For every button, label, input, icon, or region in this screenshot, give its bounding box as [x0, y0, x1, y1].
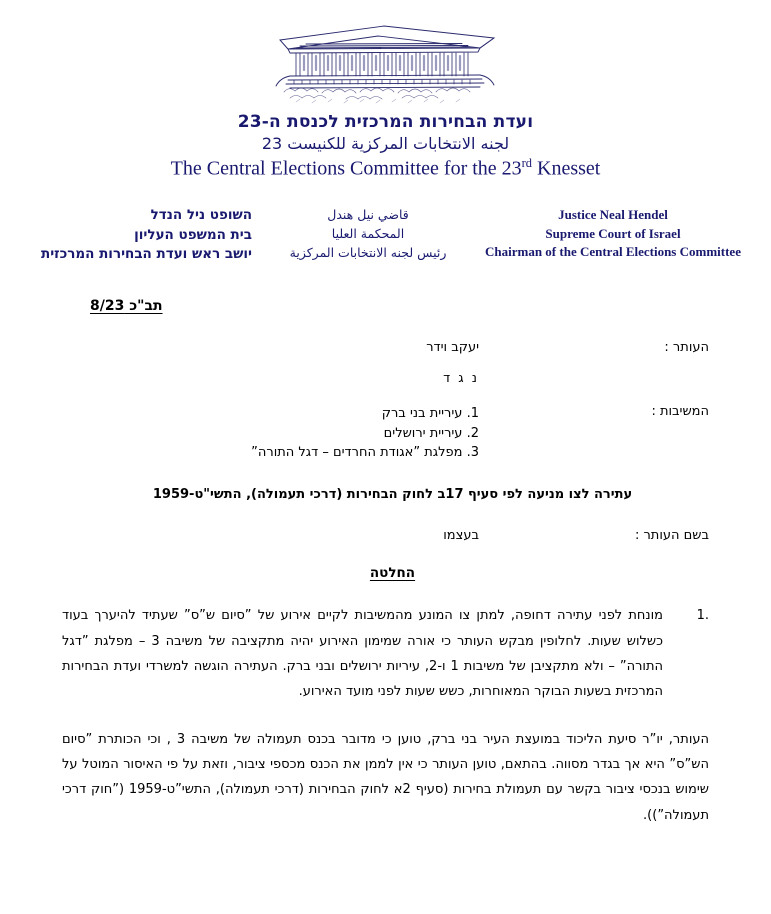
name-hebrew-line3: יושב ראש ועדת הבחירות המרכזית [40, 245, 252, 262]
name-arabic-line1: قاضي نيل هندل [327, 207, 409, 223]
document-body [0, 264, 771, 828]
respondents-label: המשיבות : [651, 403, 709, 419]
decision-paragraph-2 [62, 727, 709, 828]
name-column-hebrew [24, 206, 252, 263]
petition-subject: עתירה לצו מניעה לפי סעיף 17ב לחוק הבחירות (דרכי תעמולה), התשי"ט-1959 [152, 487, 633, 503]
decision-heading [62, 565, 709, 581]
counsel-row [62, 528, 709, 543]
letterhead-title-english [0, 156, 771, 182]
knesset-building-emblem [266, 18, 506, 106]
name-column-english [484, 206, 742, 261]
case-number: תב"כ 8/23 [90, 297, 163, 314]
name-english-line2: Supreme Court of Israel [545, 225, 681, 241]
name-english-line3: Chairman of the Central Elections Committee [485, 244, 741, 260]
official-name-block [0, 206, 771, 263]
petitioner-row [62, 340, 709, 355]
letterhead-title-english-post: Knesset [532, 157, 601, 180]
letterhead [0, 0, 771, 182]
petitioner-label: העותר : [664, 339, 709, 355]
petitioner-name: יעקב וידר [426, 339, 479, 355]
parties-block [62, 340, 709, 463]
counsel-block [62, 528, 709, 543]
decision-paragraph-1 [62, 603, 709, 704]
paragraph-text-2: העותר, יו”ר סיעת הליכוד במועצת העיר בני ברק, טוען כי מדובר בכנס תעמולה של משיבה 3 , וכי הכותרת ”סיום הש”ס” היא אך בגדר מסווה. בהתאם, טוען העותר כי אין לממן את הכנס מכספי ציבור, וזאת על פי האיסור המוטל על שימוש בנכסי ציבור בקשר עם תעמולת בחירות (סעיף 2א לחוק הבחירות (דרכי תעמולה), התשי”ט-1959 (”חוק דרכי תעמולה”)). [62, 731, 709, 823]
paragraph-number-1: 1. [696, 608, 709, 624]
counsel-label: בשם העותר : [634, 528, 709, 544]
counsel-value: בעצמו [443, 528, 479, 544]
letterhead-title-hebrew: ועדת הבחירות המרכזית לכנסת ה-23 [237, 112, 534, 132]
name-arabic-line3: رئيس لجنه الانتخابات المركزية [289, 244, 447, 260]
paragraph-text-1: מונחת לפני עתירה דחופה, למתן צו המונע מהמשיבות לקיים אירוע של ”סיום ש”ס” שעתיד להיערך בעוד כשלוש שעות. לחלופין מבקש העותר כי אורה שמימון האירוע יהיה מתקציבה של משיבה 3 – מפלגת ”דגל התורה” – ולא מתקציבן של משיבות 1 ו-2, עיריות ירושלים ובני ברק. העתירה הוגשה למשרדי ועדת הבחירות המרכזית בשעות הבוקר המאוחרות, כשש שעות לפני מועד האירוע. [62, 608, 664, 700]
name-hebrew-line2: בית המשפט העליון [134, 226, 252, 243]
name-english-line1: Justice Neal Hendel [558, 207, 668, 223]
respondents-row [62, 404, 709, 463]
name-column-arabic [252, 206, 484, 262]
ordinal-suffix: rd [521, 156, 532, 171]
respondent-item-1: 1. עיריית בני ברק [381, 405, 479, 421]
name-arabic-line2: المحكمة العليا [331, 226, 405, 242]
respondents-list [251, 404, 577, 463]
case-number-row [62, 264, 709, 314]
letterhead-title-arabic: لجنه الانتخابات المركزية للكنيست 23 [261, 133, 510, 153]
name-hebrew-line1: השופט ניל הנדל [150, 207, 252, 224]
letterhead-title-english-pre: The Central Elections Committee for the 23 [170, 157, 522, 180]
decision-heading-text: החלטה [369, 565, 416, 582]
respondent-item-2: 2. עיריית ירושלים [383, 425, 479, 441]
versus-marker: נ ג ד [443, 370, 479, 386]
respondent-item-3: 3. מפלגת ”אגודת החרדים – דגל התורה” [251, 445, 479, 461]
